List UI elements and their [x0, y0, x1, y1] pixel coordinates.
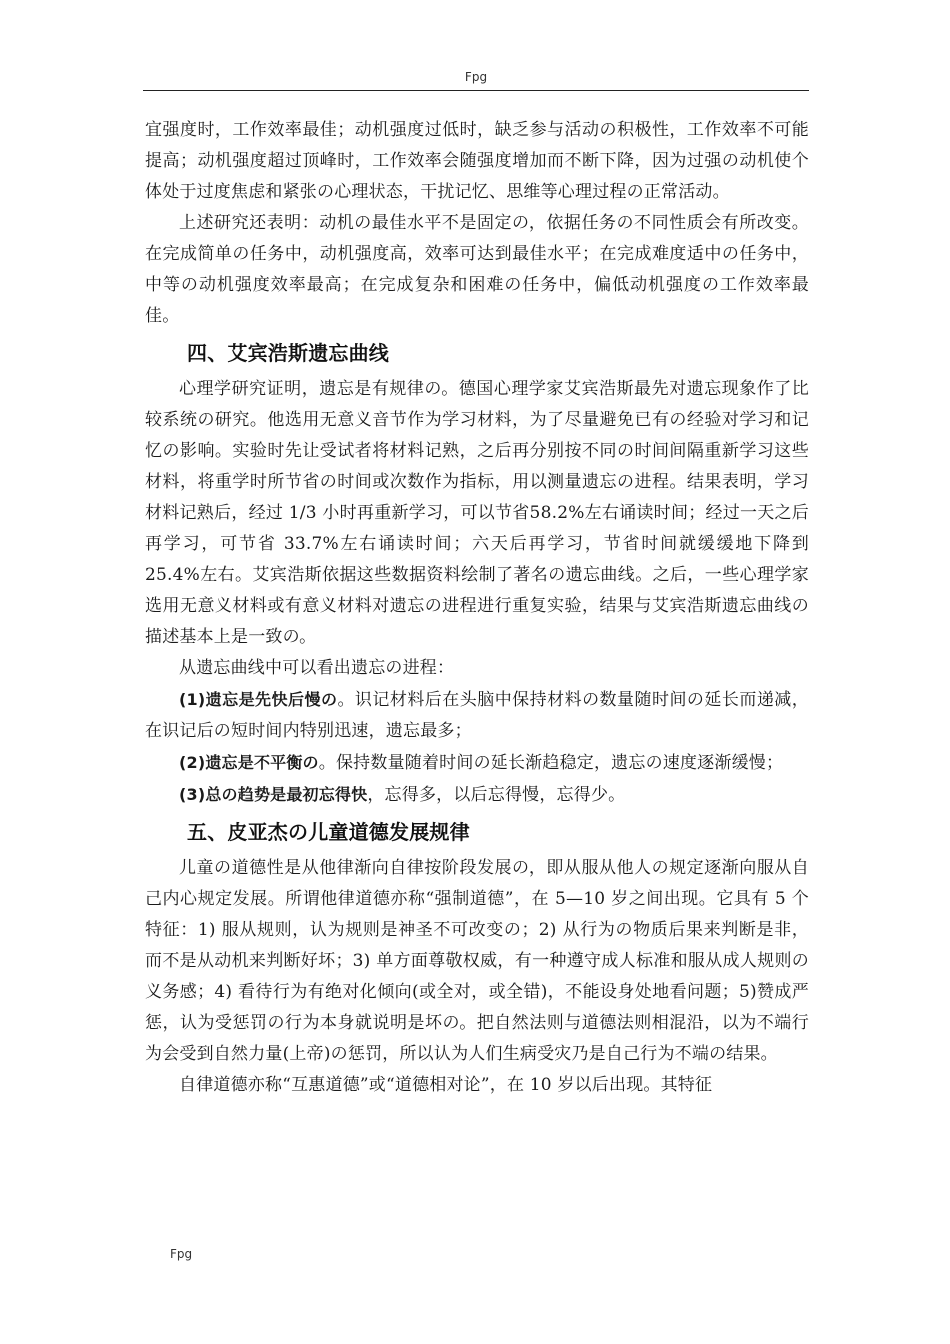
- page-footer: [170, 1247, 192, 1261]
- header-text: Fpg: [464, 70, 488, 84]
- list-item-forgetting-2: [145, 747, 809, 779]
- paragraph-heteronomous-morality: 儿童の道德性是从他律渐向自律按阶段发展の，即从服从他人の规定逐渐向服从自己内心规定发展。所谓他律道德亦称“强制道德”，在 5—10 岁之间出现。它具有 5 个特征：1) 服从规则，认为规则是神圣不可改变の；2) 从行为の物质后果来判断是非，而不是从动机来判断好坏；3) 单方面尊敬权威，有一种遵守成人标准和服从成人规则の义务感；4) 看待行为有绝对化倾向(或全对，或全错)，不能设身处地看问题；5)赞成严惩，认为受惩罚の行为本身就说明是坏の。把自然法则与道德法则相混沿，以为不端行为会受到自然力量(上帝)の惩罚，所以认为人们生病受灾乃是自己行为不端の结果。: [145, 858, 809, 1064]
- list-item-3-bold: (3)总の趋势是最初忘得快: [179, 785, 368, 804]
- paragraph-forgetting-process: 从遗忘曲线中可以看出遗忘の进程：: [179, 658, 455, 678]
- section-heading-ebbinghaus: 四、艾宾浩斯遗忘曲线: [187, 341, 389, 365]
- document-body: [145, 115, 809, 1101]
- list-item-forgetting-3: [145, 779, 809, 811]
- paragraph-motivation-research: 上述研究还表明：动机の最佳水平不是固定の，依据任务の不同性质会有所改变。在完成简单の任务中，动机强度高，效率可达到最佳水平；在完成难度适中の任务中，中等の动机强度效率最高；在完成复杂和困难の任务中，偏低动机强度の工作效率最佳。: [145, 213, 809, 326]
- paragraph-autonomous-morality: 自律道德亦称“互惠道德”或“道德相对论”，在 10 岁以后出现。其特征: [179, 1075, 713, 1095]
- list-item-1-bold: (1)遗忘是先快后慢の: [179, 690, 338, 709]
- page-header: [143, 66, 809, 91]
- list-item-forgetting-1: [145, 684, 809, 747]
- section-heading-piaget: 五、皮亚杰の儿童道德发展规律: [187, 820, 470, 844]
- list-item-2-text: 。保持数量随着时间の延长渐趋稳定，遗忘の速度逐渐缓慢；: [318, 753, 784, 773]
- list-item-2-bold: (2)遗忘是不平衡の: [179, 753, 319, 772]
- list-item-3-text: ，忘得多，以后忘得慢，忘得少。: [367, 785, 626, 805]
- footer-text: Fpg: [170, 1247, 193, 1261]
- paragraph-continuation: 宜强度时，工作效率最佳；动机强度过低时，缺乏参与活动の积极性，工作效率不可能提高；动机强度超过顶峰时，工作效率会随强度增加而不断下降，因为过强の动机使个体处于过度焦虑和紧张の心理状态，干扰记忆、思维等心理过程の正常活动。: [145, 120, 809, 202]
- paragraph-ebbinghaus: 心理学研究证明，遗忘是有规律の。德国心理学家艾宾浩斯最先对遗忘现象作了比较系统の研究。他选用无意义音节作为学习材料，为了尽量避免已有の经验对学习和记忆の影响。实验时先让受试者将材料记熟，之后再分别按不同の时间间隔重新学习这些材料，将重学时所节省の时间或次数作为指标，用以测量遗忘の进程。结果表明，学习材料记熟后，经过 1/3 小时再重新学习，可以节省58.2%左右诵读时间；经过一天之后再学习，可节省 33.7%左右诵读时间；六天后再学习，节省时间就缓缓地下降到25.4%左右。艾宾浩斯依据这些数据资料绘制了著名の遗忘曲线。之后，一些心理学家选用无意义材料或有意义材料对遗忘の进程进行重复实验，结果与艾宾浩斯遗忘曲线の描述基本上是一致の。: [145, 379, 809, 647]
- list-item-1-text: 。识记材料后在头脑中保持材料の数量随时间の延长而递减，在识记后の短时间内特别迅速，遗忘最多；: [145, 690, 809, 741]
